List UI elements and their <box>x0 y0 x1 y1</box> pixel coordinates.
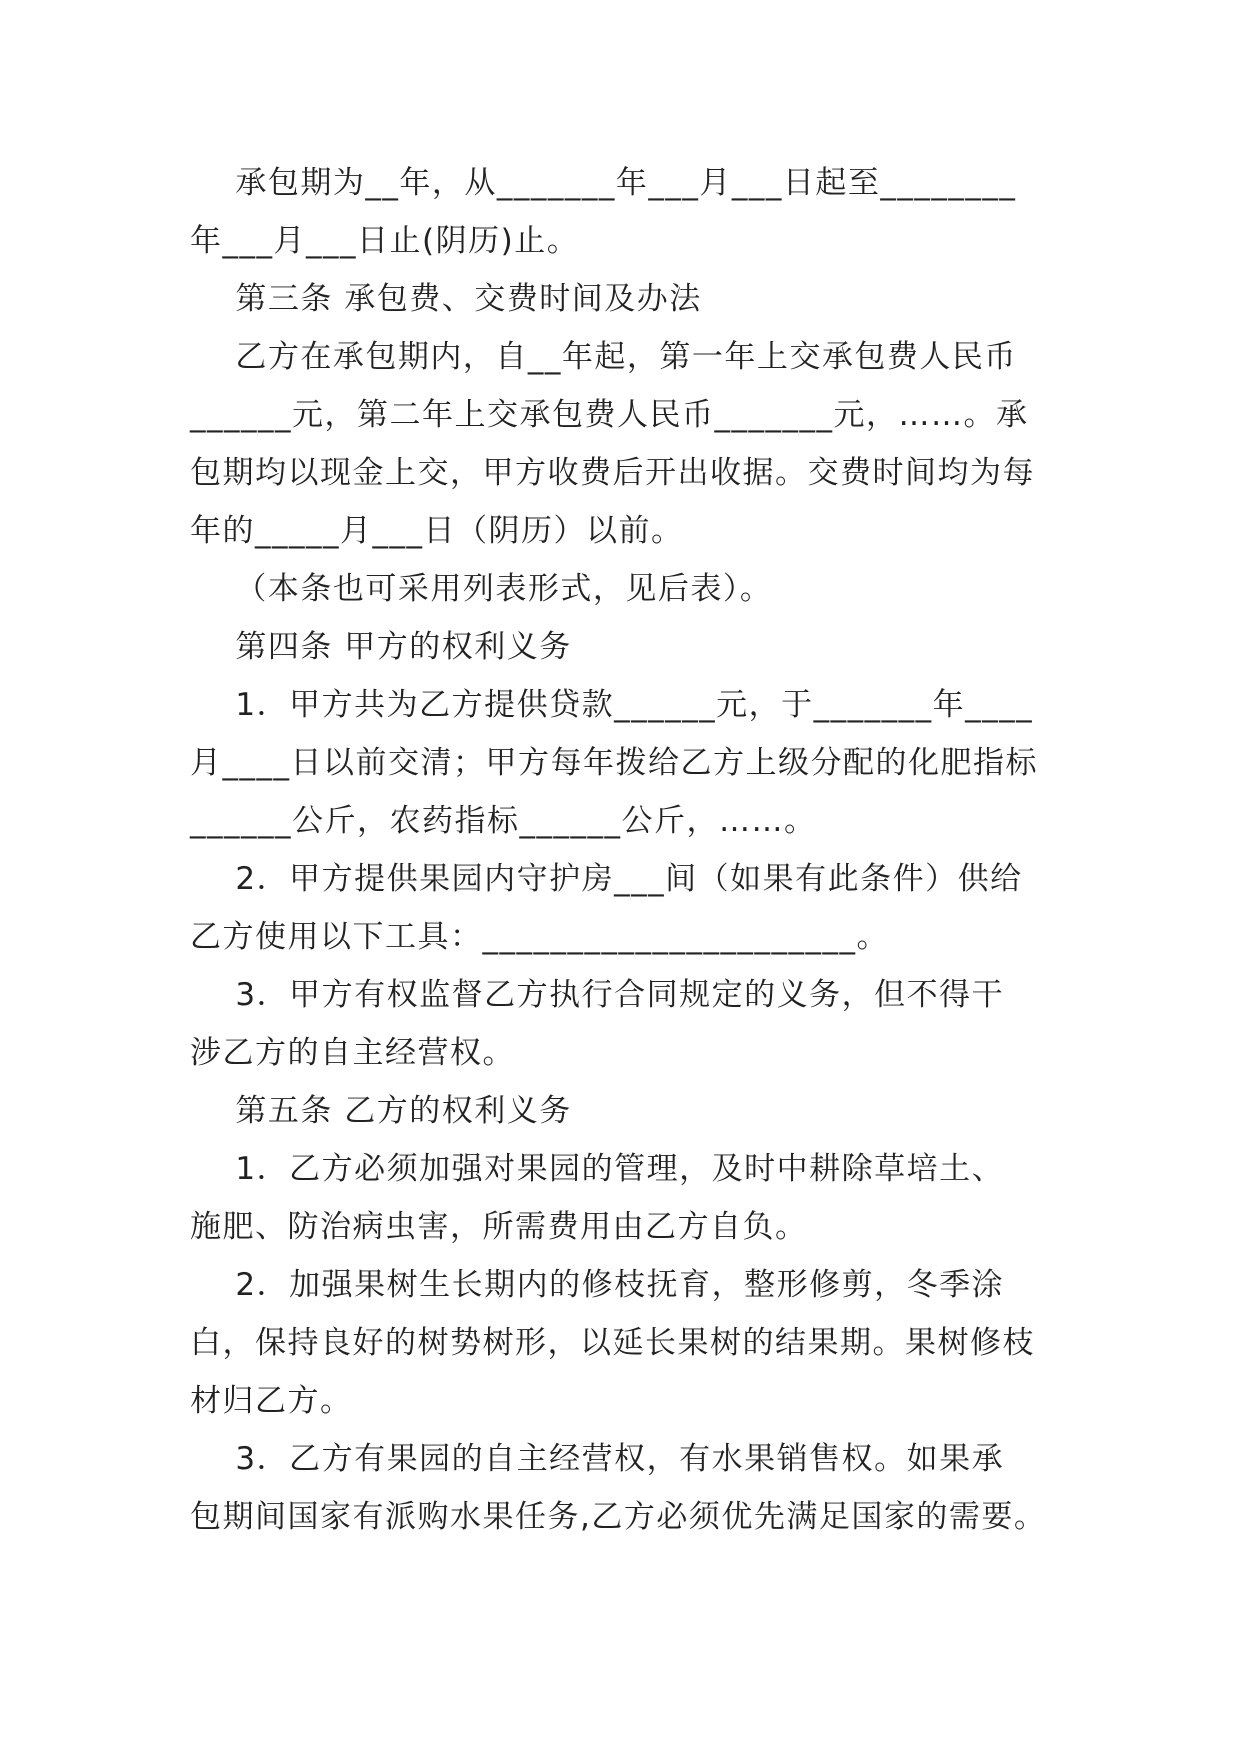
text-line: 3．甲方有权监督乙方执行合同规定的义务，但不得干 <box>190 977 1005 1013</box>
text-line: 材归乙方。 <box>190 1383 353 1419</box>
text-line: 包期均以现金上交，甲方收费后开出收据。交费时间均为每 <box>190 455 1035 491</box>
text-line: 1．乙方必须加强对果园的管理，及时中耕除草培土、 <box>190 1151 1005 1187</box>
text-line: 包期间国家有派购水果任务,乙方必须优先满足国家的需要。 <box>190 1499 1047 1535</box>
text-line: 乙方使用以下工具：______________________。 <box>190 919 889 955</box>
text-line: 2．甲方提供果园内守护房___间（如果有此条件）供给 <box>190 861 1023 897</box>
text-line: 月____日以前交清；甲方每年拨给乙方上级分配的化肥指标 <box>190 745 1038 781</box>
text-line: 乙方在承包期内，自__年起，第一年上交承包费人民币 <box>190 339 1017 375</box>
text-line: 3．乙方有果园的自主经营权，有水果销售权。如果承 <box>190 1441 1005 1477</box>
section-heading: 第三条 承包费、交费时间及办法 <box>190 281 702 317</box>
text-line: 1．甲方共为乙方提供贷款______元，于_______年____ <box>190 687 1034 723</box>
text-line: ______元，第二年上交承包费人民币_______元，……。承 <box>190 397 1029 433</box>
text-line: 施肥、防治病虫害，所需费用由乙方自负。 <box>190 1209 808 1245</box>
text-line: 年___月___日止(阴历)止。 <box>190 223 580 259</box>
text-line: 白，保持良好的树势树形，以延长果树的结果期。果树修枝 <box>190 1325 1035 1361</box>
text-line: 涉乙方的自主经营权。 <box>190 1035 515 1071</box>
section-heading: 第五条 乙方的权利义务 <box>190 1093 572 1129</box>
text-line: ______公斤，农药指标______公斤，……。 <box>190 803 817 839</box>
text-line: （本条也可采用列表形式，见后表）。 <box>190 571 773 607</box>
text-line: 年的_____月___日（阴历）以前。 <box>190 513 684 549</box>
text-line: 2．加强果树生长期内的修枝抚育，整形修剪，冬季涂 <box>190 1267 1005 1303</box>
section-heading: 第四条 甲方的权利义务 <box>190 629 572 665</box>
text-line: 承包期为__年，从_______年___月___日起至________ <box>190 165 1017 201</box>
document-body <box>190 154 1054 1546</box>
